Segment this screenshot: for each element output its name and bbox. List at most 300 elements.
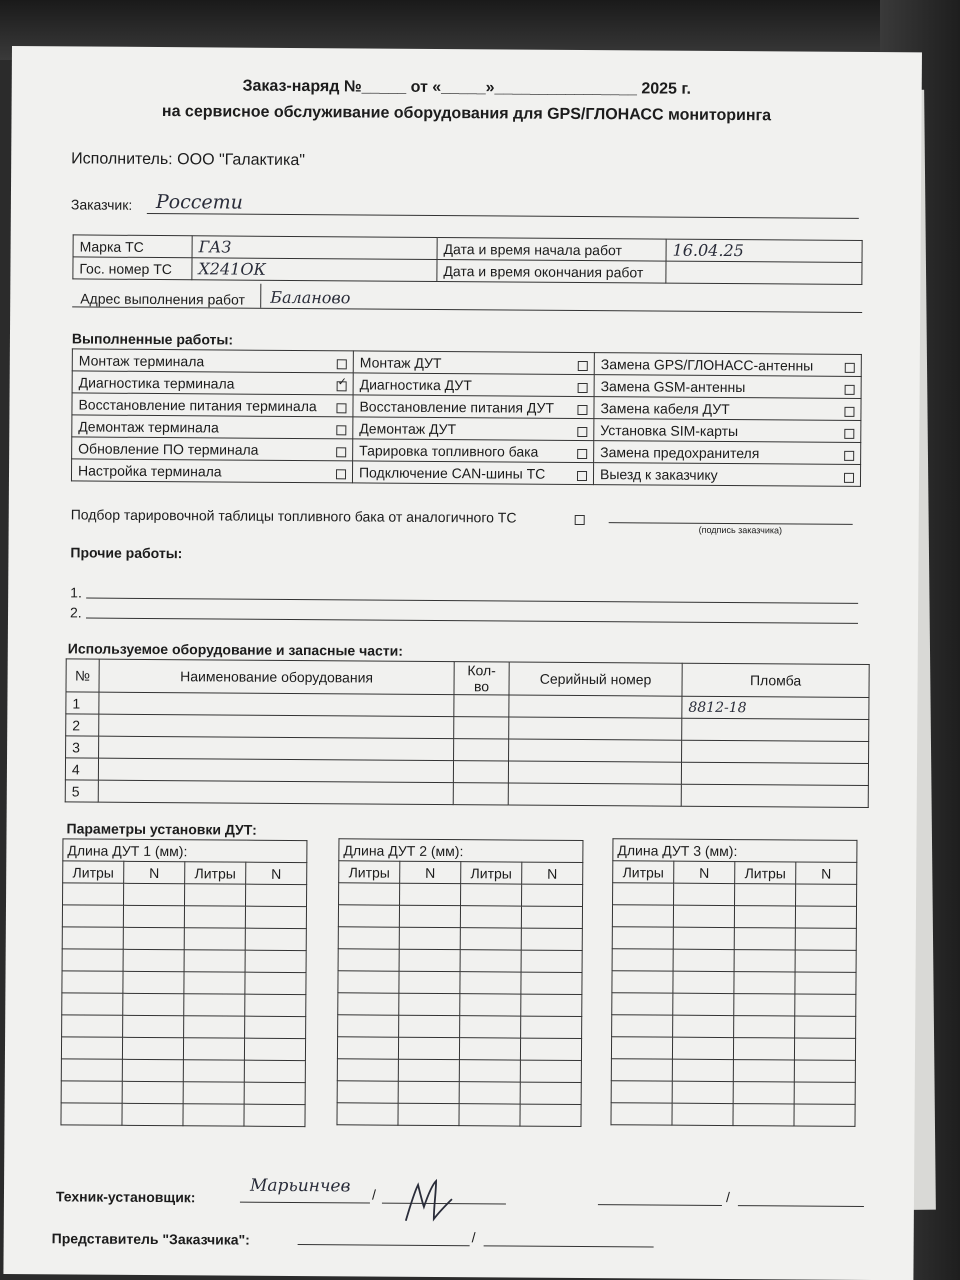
dut-column-header: Литры [185, 862, 246, 884]
dut-cell [734, 950, 795, 972]
works-cell [593, 463, 860, 487]
dut-cell [673, 971, 734, 993]
dut-cell [672, 1103, 733, 1125]
dut-row [61, 1037, 305, 1061]
works-checkbox[interactable] [845, 384, 855, 394]
dut-row [338, 949, 582, 973]
other-works-title: Прочие работы: [70, 544, 183, 562]
dut-cell [338, 1015, 399, 1037]
dut-cell [245, 994, 306, 1016]
dut-cell [611, 1103, 672, 1125]
dut-row [339, 883, 583, 907]
dut-cell [399, 927, 460, 949]
dut-cell [520, 1082, 581, 1104]
dut-cell [521, 950, 582, 972]
dut-row [611, 1059, 855, 1083]
dut-cell [460, 972, 521, 994]
dut-column-header: Литры [63, 861, 124, 883]
dut-cell [183, 1060, 244, 1082]
calibration-label: Подбор тарировочной таблицы топливного бака от аналогичного ТС [70, 506, 517, 526]
dut-cell [124, 883, 185, 905]
works-cell [594, 353, 861, 377]
dut-row [63, 883, 307, 907]
dut-cell [460, 1016, 521, 1038]
dut-cell [460, 928, 521, 950]
dut-row [611, 1037, 855, 1061]
dut-cell [61, 1081, 122, 1103]
dut-cell [795, 906, 856, 928]
equipment-cell [509, 717, 682, 740]
dut-cell [459, 1082, 520, 1104]
dut-cell [398, 1081, 459, 1103]
dut-cell [184, 1016, 245, 1038]
dut-cell [244, 1060, 305, 1082]
dut-cell [338, 905, 399, 927]
second-slash: / [725, 1189, 730, 1206]
dut-cell [398, 1103, 459, 1125]
dut-row [611, 1081, 855, 1105]
dut-cell [795, 972, 856, 994]
works-checkbox[interactable] [337, 359, 347, 369]
works-cell [352, 461, 593, 485]
dut-cell [795, 928, 856, 950]
works-checkbox[interactable] [844, 428, 854, 438]
works-item-label: Монтаж ДУТ [359, 353, 442, 371]
dut-cell [734, 906, 795, 928]
dut-cell [184, 950, 245, 972]
dut-row [337, 1103, 581, 1127]
works-checkbox[interactable] [336, 447, 346, 457]
dut-cell [123, 905, 184, 927]
dut-cell [522, 884, 583, 906]
dut-cell [245, 906, 306, 928]
dut-cell [795, 950, 856, 972]
equipment-cell [508, 783, 681, 806]
dut-cell [521, 928, 582, 950]
works-checkbox[interactable] [337, 381, 347, 391]
dut-cell [734, 928, 795, 950]
dut-cell [184, 906, 245, 928]
calibration-checkbox[interactable] [575, 515, 585, 525]
dut-cell [338, 949, 399, 971]
works-checkbox[interactable] [577, 448, 587, 458]
dut-row [61, 1059, 305, 1083]
dut-column-header: N [674, 861, 735, 883]
dut-cell [796, 884, 857, 906]
other-item-2-line [86, 618, 858, 624]
dut-cell [245, 1016, 306, 1038]
dut-cell [733, 1082, 794, 1104]
dut-cell [184, 972, 245, 994]
representative-slash: / [471, 1229, 476, 1246]
technician-slash: / [371, 1186, 376, 1203]
other-item-1-number: 1. [70, 584, 82, 601]
dut-cell [611, 1037, 672, 1059]
equipment-header-row [66, 659, 869, 698]
work-order-sheet [3, 46, 922, 1280]
works-item-label: Подключение CAN-шины ТС [358, 463, 546, 482]
equipment-cell [98, 780, 453, 804]
equipment-cell [99, 692, 454, 716]
equipment-cell [509, 739, 682, 762]
equipment-cell [681, 784, 868, 807]
works-checkbox[interactable] [578, 382, 588, 392]
dut-row [338, 927, 582, 951]
dut-cell [794, 1082, 855, 1104]
works-checkbox[interactable] [336, 469, 346, 479]
address-divider [260, 284, 261, 308]
representative-signature-line [484, 1245, 654, 1247]
dut-row [61, 1103, 305, 1127]
second-name-line [598, 1204, 722, 1206]
dut-cell [62, 927, 123, 949]
dut-cell [61, 1059, 122, 1081]
dut-cell [612, 927, 673, 949]
dut-row [62, 949, 306, 973]
works-item-label: Демонтаж ДУТ [359, 419, 457, 437]
dut-cell [62, 905, 123, 927]
equipment-row [65, 780, 868, 808]
works-checkbox[interactable] [577, 470, 587, 480]
works-row [71, 459, 860, 487]
end-value [666, 261, 862, 284]
works-title: Выполненные работы: [71, 330, 234, 348]
equipment-cell: 4 [65, 758, 98, 780]
dut-row [611, 1103, 855, 1127]
dut-cell [400, 883, 461, 905]
works-cell [353, 417, 594, 441]
dut-cell [183, 1104, 244, 1126]
dut-cell [520, 1060, 581, 1082]
dut-cell [184, 994, 245, 1016]
works-item-label: Восстановление питания ДУТ [359, 397, 555, 416]
dut-cell [63, 883, 124, 905]
dut-table-title: Длина ДУТ 1 (мм): [63, 839, 307, 863]
works-cell [72, 393, 353, 417]
dut-cell [338, 971, 399, 993]
address-label: Адрес выполнения работ [80, 290, 246, 308]
dut-cell [398, 1037, 459, 1059]
dut-table-3 [610, 838, 857, 1127]
dut-row [62, 971, 306, 995]
dut-cell [245, 928, 306, 950]
other-item-2-number: 2. [69, 604, 82, 621]
equipment-cell [682, 718, 869, 741]
dut-cell [62, 993, 123, 1015]
dut-cell [399, 993, 460, 1015]
dut-row [62, 927, 306, 951]
equipment-cell [508, 761, 681, 784]
dut-title: Параметры установки ДУТ: [66, 820, 257, 838]
dut-table-title: Длина ДУТ 3 (мм): [613, 839, 857, 863]
equipment-cell [99, 736, 454, 760]
representative-name-line [298, 1244, 470, 1246]
dut-cell [183, 1082, 244, 1104]
dut-row [613, 883, 857, 907]
works-checkbox[interactable] [577, 426, 587, 436]
works-checkbox[interactable] [578, 360, 588, 370]
dut-cell [612, 949, 673, 971]
order-title-line1: Заказ-наряд №_____ от «_____»________________ 2025 г. [242, 77, 691, 98]
works-checkbox[interactable] [844, 472, 854, 482]
works-item-label: Настройка терминала [77, 461, 222, 479]
equipment-cell [453, 783, 508, 805]
dut-table-title: Длина ДУТ 2 (мм): [339, 839, 583, 863]
customer-label: Заказчик: [70, 196, 133, 213]
dut-cell [122, 1059, 183, 1081]
equipment-header-cell: Наименование оборудования [99, 659, 454, 694]
dut-cell [795, 994, 856, 1016]
dut-cell [123, 993, 184, 1015]
dut-cell [794, 1060, 855, 1082]
equipment-cell: 1 [66, 692, 99, 714]
dut-cell [611, 1059, 672, 1081]
works-cell [72, 415, 353, 439]
dut-cell [399, 971, 460, 993]
dut-cell [521, 906, 582, 928]
dut-row [338, 1015, 582, 1039]
dut-cell [520, 1104, 581, 1126]
dut-cell [337, 1081, 398, 1103]
dut-cell [338, 927, 399, 949]
dut-column-header: N [796, 862, 857, 884]
dut-cell [459, 1104, 520, 1126]
dut-cell [245, 972, 306, 994]
works-cell [594, 419, 861, 443]
dut-cell [794, 1038, 855, 1060]
dut-cell [122, 1103, 183, 1125]
address-value: Баланово [270, 287, 351, 308]
dut-cell [338, 993, 399, 1015]
calibration-caption: (подпись заказчика) [698, 524, 783, 536]
dut-table-1 [60, 838, 307, 1127]
dut-cell [123, 971, 184, 993]
dut-cell [62, 1015, 123, 1037]
dut-cell [123, 949, 184, 971]
technician-name: Марьинчев [249, 1175, 351, 1197]
works-item-label: Установка SIM-карты [600, 421, 739, 439]
dut-cell [337, 1103, 398, 1125]
dut-column-header: Литры [735, 862, 796, 884]
works-checkbox[interactable] [336, 425, 346, 435]
works-cell [353, 373, 594, 397]
plate-label: Гос. номер ТС [73, 257, 192, 280]
technician-label: Техник-установщик: [55, 1188, 196, 1206]
dut-row [62, 905, 306, 929]
dut-cell [673, 905, 734, 927]
vehicle-table [72, 234, 862, 285]
dut-cell [520, 1038, 581, 1060]
start-label: Дата и время начала работ [437, 237, 666, 261]
dut-cell [460, 994, 521, 1016]
dut-cell [399, 1015, 460, 1037]
dut-cell [612, 1015, 673, 1037]
equipment-cell [682, 740, 869, 763]
dut-cell [460, 950, 521, 972]
dut-row [612, 1015, 856, 1039]
works-item-label: Тарировка топливного бака [359, 441, 539, 460]
works-table [71, 348, 862, 487]
works-cell [72, 349, 353, 373]
dut-cell [673, 1015, 734, 1037]
dut-cell [735, 884, 796, 906]
equipment-cell [509, 695, 682, 718]
dut-cell [734, 972, 795, 994]
dut-cell [521, 1016, 582, 1038]
dut-cell [733, 1038, 794, 1060]
works-cell [594, 441, 861, 465]
dut-cell [245, 950, 306, 972]
dut-cell [244, 1038, 305, 1060]
dut-cell [122, 1081, 183, 1103]
dut-row [612, 927, 856, 951]
dut-cell [122, 1037, 183, 1059]
dut-cell [733, 1060, 794, 1082]
dut-column-header: Литры [339, 861, 400, 883]
equipment-cell: 2 [66, 714, 99, 736]
dut-cell [733, 1104, 794, 1126]
dut-cell [673, 949, 734, 971]
dut-cell [398, 1059, 459, 1081]
equipment-cell [99, 714, 454, 738]
works-cell [72, 371, 353, 395]
works-item-label: Диагностика ДУТ [359, 375, 472, 393]
dut-cell [244, 1104, 305, 1126]
works-item-label: Выезд к заказчику [599, 465, 718, 483]
dut-cell [61, 1103, 122, 1125]
works-item-label: Монтаж терминала [78, 351, 205, 369]
dut-row [612, 971, 856, 995]
plate-value: Х241ОК [192, 258, 437, 282]
second-signature-line [738, 1205, 864, 1207]
dut-cell [612, 993, 673, 1015]
works-checkbox[interactable] [844, 406, 854, 416]
dut-column-header: N [522, 862, 583, 884]
equipment-cell: 8812-18 [682, 696, 869, 719]
equipment-header-cell: № [66, 659, 99, 692]
works-cell [72, 437, 353, 461]
dut-cell [673, 927, 734, 949]
equipment-title: Используемое оборудование и запасные части: [67, 640, 404, 659]
equipment-cell [454, 695, 509, 717]
dut-cell [611, 1081, 672, 1103]
dut-cell [613, 883, 674, 905]
dut-row [62, 1015, 306, 1039]
works-cell [353, 351, 594, 375]
dut-cell [244, 1082, 305, 1104]
brand-label: Марка ТС [73, 235, 192, 258]
dut-cell [612, 971, 673, 993]
works-item-label: Восстановление питания терминала [78, 395, 317, 414]
dut-row [61, 1081, 305, 1105]
dut-cell [185, 884, 246, 906]
dut-column-header: N [246, 862, 307, 884]
dut-row [337, 1081, 581, 1105]
equipment-cell [454, 739, 509, 761]
dut-row [612, 905, 856, 929]
dut-row [338, 993, 582, 1017]
works-item-label: Замена предохранителя [600, 443, 760, 461]
brand-value: ГАЗ [192, 236, 437, 260]
works-checkbox[interactable] [336, 403, 346, 413]
dut-cell [61, 1037, 122, 1059]
dut-cell [672, 1037, 733, 1059]
start-value: 16.04.25 [666, 239, 862, 262]
dut-cell [459, 1060, 520, 1082]
order-title-line2: на сервисное обслуживание оборудования для GPS/ГЛОНАСС мониторинга [161, 103, 772, 125]
dut-cell [339, 883, 400, 905]
dut-cell [460, 906, 521, 928]
dut-cell [399, 949, 460, 971]
dut-table-2 [336, 838, 583, 1127]
dut-cell [612, 905, 673, 927]
equipment-cell [453, 761, 508, 783]
works-item-label: Обновление ПО терминала [78, 439, 259, 458]
equipment-header-cell: Серийный номер [509, 662, 682, 696]
works-item-label: Демонтаж терминала [78, 417, 219, 435]
dut-cell [183, 1038, 244, 1060]
dut-cell [672, 1081, 733, 1103]
representative-label: Представитель "Заказчика": [51, 1230, 250, 1248]
works-cell [353, 439, 594, 463]
dut-cell [672, 1059, 733, 1081]
dut-row [337, 1037, 581, 1061]
customer-value: Россети [155, 191, 244, 214]
equipment-cell [681, 762, 868, 785]
equipment-cell: 3 [66, 736, 99, 758]
dut-cell [246, 884, 307, 906]
dut-cell [399, 905, 460, 927]
works-cell [594, 375, 861, 399]
dut-cell [123, 1015, 184, 1037]
works-cell [71, 459, 352, 483]
dut-column-header: Литры [613, 861, 674, 883]
equipment-header-cell: Пломба [682, 663, 869, 697]
executor-value: ООО "Галактика" [177, 151, 306, 170]
dut-cell [123, 927, 184, 949]
equipment-cell [98, 758, 453, 782]
dut-row [338, 905, 582, 929]
works-item-label: Замена кабеля ДУТ [600, 399, 730, 417]
equipment-cell: 5 [65, 780, 98, 802]
dut-cell [337, 1037, 398, 1059]
dut-cell [794, 1104, 855, 1126]
dut-column-header: N [400, 861, 461, 883]
dut-cell [521, 972, 582, 994]
dut-column-header: N [124, 861, 185, 883]
works-checkbox[interactable] [844, 450, 854, 460]
technician-signature [400, 1171, 460, 1227]
dut-cell [337, 1059, 398, 1081]
dut-cell [461, 884, 522, 906]
dut-row [612, 993, 856, 1017]
dut-row [62, 993, 306, 1017]
works-item-label: Замена GSM-антенны [600, 377, 746, 395]
equipment-header-cell: Кол-во [454, 662, 509, 695]
works-cell [594, 397, 861, 421]
dut-cell [459, 1038, 520, 1060]
technician-name-line [240, 1202, 370, 1204]
dut-cell [795, 1016, 856, 1038]
dut-cell [673, 993, 734, 1015]
works-item-label: Диагностика терминала [78, 373, 235, 392]
customer-line [147, 213, 859, 219]
dut-cell [734, 994, 795, 1016]
works-checkbox[interactable] [577, 404, 587, 414]
works-checkbox[interactable] [845, 362, 855, 372]
dut-cell [62, 971, 123, 993]
dut-cell [62, 949, 123, 971]
